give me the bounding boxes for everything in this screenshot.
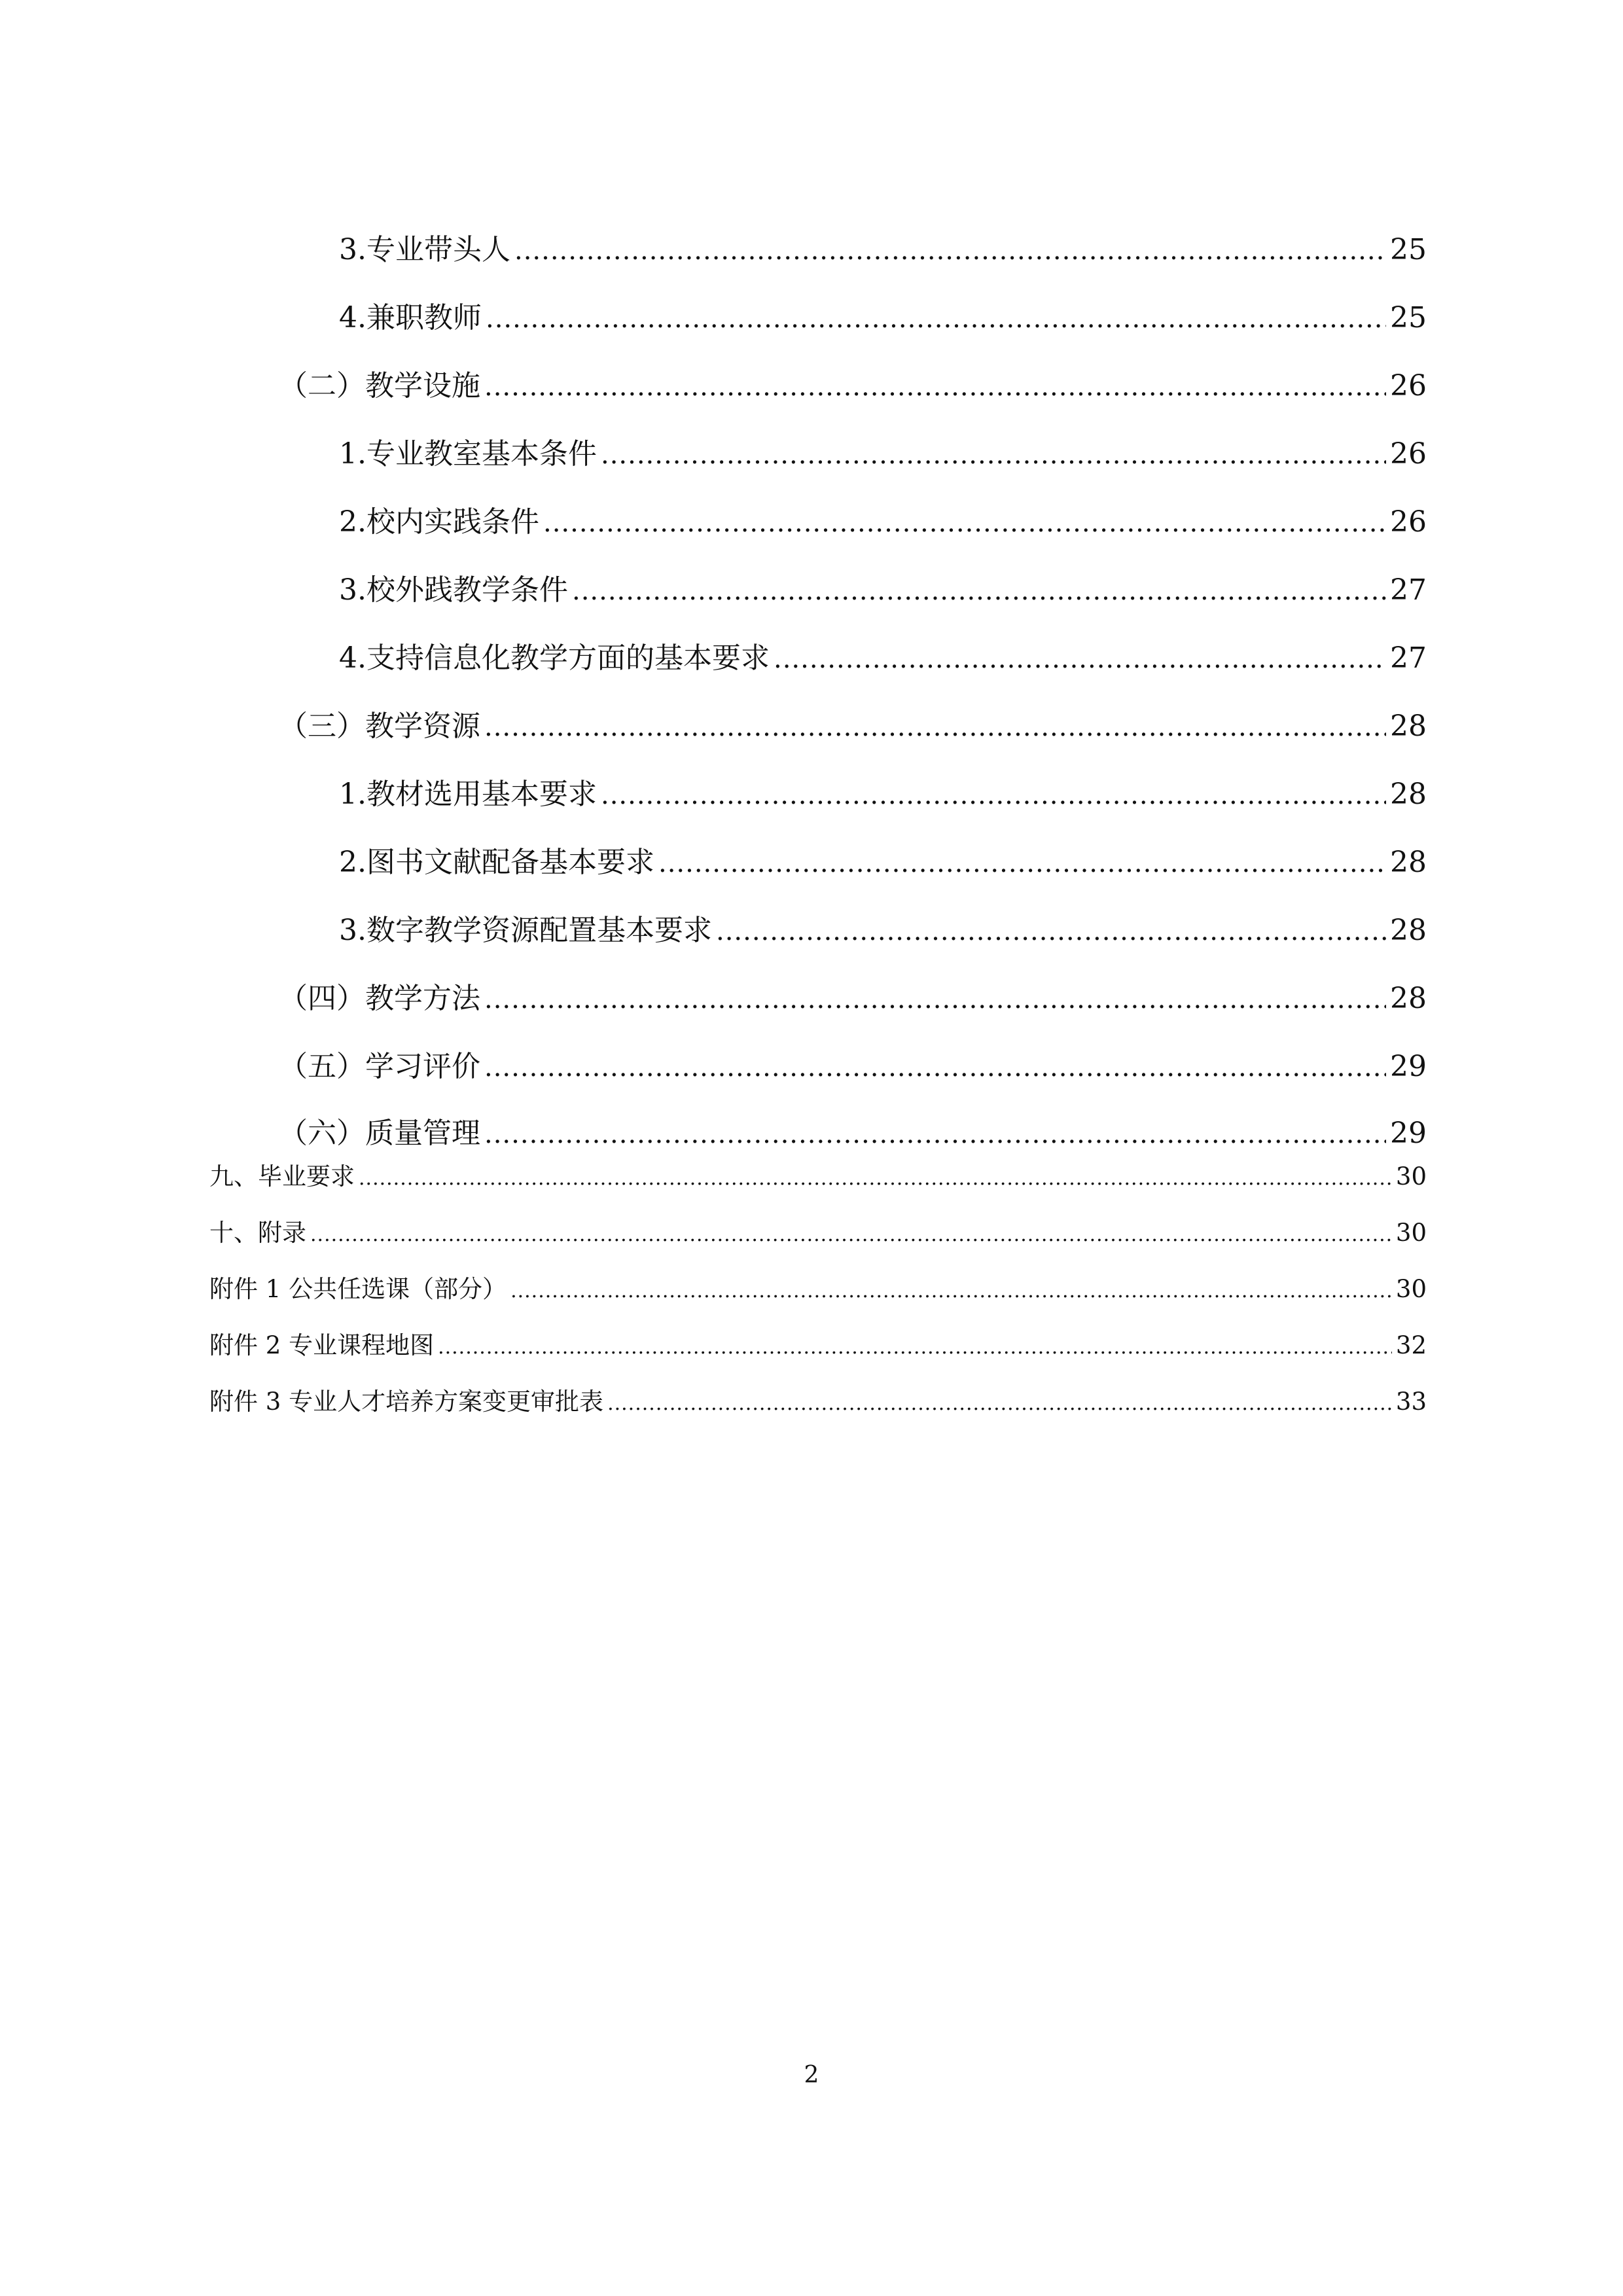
toc-entry[interactable] (209, 639, 1427, 678)
toc-entry-page: 29 (1390, 1117, 1427, 1150)
dot-leader (484, 980, 1386, 1019)
dot-leader (572, 571, 1386, 611)
toc-entry-page: 25 (1390, 301, 1427, 334)
toc-entry-page: 26 (1390, 437, 1427, 471)
toc-entry-label: 1.教材选用基本要求 (339, 778, 597, 811)
toc-entry[interactable] (209, 1114, 1427, 1153)
toc-entry-page: 25 (1390, 233, 1427, 266)
toc-entry-page: 28 (1390, 914, 1427, 947)
toc-entry-label: （二）教学设施 (279, 369, 480, 403)
toc-entry-page: 28 (1390, 709, 1427, 743)
toc-entry-page: 27 (1390, 573, 1427, 607)
toc-entry[interactable] (209, 230, 1427, 270)
toc-entry[interactable] (209, 979, 1427, 1018)
dot-leader (543, 503, 1386, 543)
toc-entry[interactable] (209, 1385, 1427, 1419)
dot-leader (774, 639, 1386, 679)
toc-entry-page: 28 (1390, 846, 1427, 879)
toc-entry-page: 27 (1390, 641, 1427, 675)
toc-entry-page: 26 (1390, 505, 1427, 539)
dot-leader (486, 299, 1386, 338)
toc-entry-page: 30 (1395, 1219, 1427, 1247)
toc-entry-label: 3.校外践教学条件 (339, 573, 568, 607)
toc-entry-label: 附件 3 专业人才培养方案变更审批表 (209, 1388, 604, 1416)
dot-leader (601, 435, 1386, 475)
toc-entry[interactable] (209, 571, 1427, 610)
toc-entry[interactable] (209, 298, 1427, 338)
toc-entry-label: 4.支持信息化教学方面的基本要求 (339, 641, 770, 675)
toc-entry[interactable] (209, 707, 1427, 746)
dot-leader (484, 1048, 1386, 1087)
toc-entry[interactable] (209, 1047, 1427, 1086)
toc-entry-page: 30 (1395, 1275, 1427, 1303)
toc-entry-page: 30 (1395, 1162, 1427, 1191)
toc-entry-label: （五）学习评价 (279, 1050, 480, 1083)
dot-leader (514, 231, 1386, 270)
dot-leader (438, 1331, 1392, 1365)
dot-leader (484, 708, 1386, 747)
dot-leader (607, 1387, 1392, 1421)
toc-entry-page: 32 (1395, 1331, 1427, 1359)
toc-entry[interactable] (209, 1272, 1427, 1306)
toc-entry-page: 33 (1395, 1388, 1427, 1416)
toc-entry-label: 4.兼职教师 (339, 301, 482, 334)
toc-entry[interactable] (209, 843, 1427, 882)
toc-entry[interactable] (209, 775, 1427, 814)
dot-leader (484, 1115, 1386, 1154)
toc-entry-label: （六）质量管理 (279, 1117, 480, 1150)
toc-entry-label: 十、附录 (209, 1219, 306, 1247)
dot-leader (484, 367, 1386, 406)
toc-entry[interactable] (209, 1216, 1427, 1250)
toc-entry-label: 1.专业教室基本条件 (339, 437, 597, 471)
page-number: 2 (804, 2062, 819, 2089)
toc-entry[interactable] (209, 503, 1427, 542)
toc-entry-label: 附件 1 公共任选课（部分） (209, 1275, 507, 1303)
toc-entry-page: 28 (1390, 982, 1427, 1015)
toc-entry[interactable] (209, 1160, 1427, 1194)
toc-entry-label: （四）教学方法 (279, 982, 480, 1015)
toc-entry-label: 2.校内实践条件 (339, 505, 539, 539)
toc-entry-label: （三）教学资源 (279, 709, 480, 743)
dot-leader (310, 1218, 1392, 1252)
dot-leader (658, 844, 1386, 883)
toc-entry-label: 附件 2 专业课程地图 (209, 1331, 435, 1359)
dot-leader (716, 912, 1386, 951)
toc-entry-label: 3.专业带头人 (339, 233, 510, 266)
toc-entry[interactable] (209, 1329, 1427, 1363)
toc-entry[interactable] (209, 367, 1427, 406)
toc-entry-page: 29 (1390, 1050, 1427, 1083)
toc-entry-label: 2.图书文献配备基本要求 (339, 846, 654, 879)
toc-entry-page: 26 (1390, 369, 1427, 403)
dot-leader (359, 1162, 1392, 1196)
toc-entry[interactable] (209, 435, 1427, 474)
toc-entry[interactable] (209, 911, 1427, 950)
toc-entry-label: 九、毕业要求 (209, 1162, 355, 1191)
toc-entry-label: 3.数字教学资源配置基本要求 (339, 914, 712, 947)
dot-leader (601, 776, 1386, 815)
dot-leader (510, 1274, 1392, 1308)
toc-entry-page: 28 (1390, 778, 1427, 811)
